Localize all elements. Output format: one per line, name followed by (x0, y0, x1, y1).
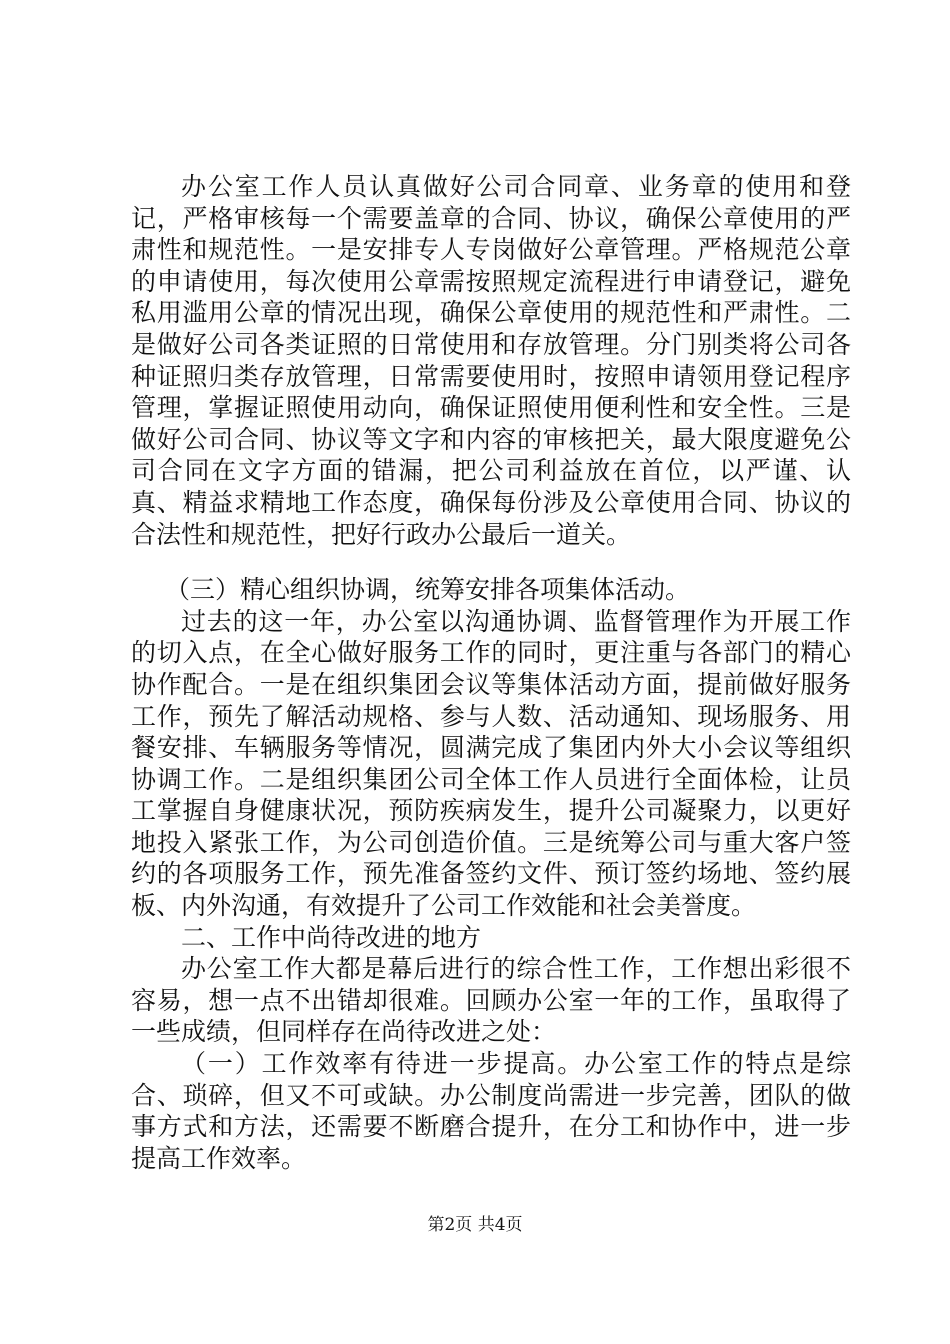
document-body (131, 171, 851, 1174)
paragraph-improvements-intro: 办公室工作大都是幕后进行的综合性工作，工作想出彩很不容易，想一点不出错却很难。回顾办公室一年的工作，虽取得了一些成绩，但同样存在尚待改进之处： (131, 954, 851, 1047)
paragraph-efficiency: （一）工作效率有待进一步提高。办公室工作的特点是综合、琐碎，但又不可或缺。办公制度尚需进一步完善，团队的做事方式和方法，还需要不断磨合提升，在分工和协作中，进一步提高工作效率。 (131, 1049, 851, 1173)
paragraph-seal-management: 办公室工作人员认真做好公司合同章、业务章的使用和登记，严格审核每一个需要盖章的合同、协议，确保公章使用的严肃性和规范性。一是安排专人专岗做好公章管理。严格规范公章的申请使用，每次使用公章需按照规定流程进行申请登记，避免私用滥用公章的情况出现，确保公章使用的规范性和严肃性。二是做好公司各类证照的日常使用和存放管理。分门别类将公司各种证照归类存放管理，日常需要使用时，按照申请领用登记程序管理，掌握证照使用动向，确保证照使用便利性和安全性。三是做好公司合同、协议等文字和内容的审核把关，最大限度避免公司合同在文字方面的错漏，把公司利益放在首位，以严谨、认真、精益求精地工作态度，确保每份涉及公章使用合同、协议的合法性和规范性，把好行政办公最后一道关。 (131, 172, 851, 549)
section-heading-improvements: 二、工作中尚待改进的地方 (181, 922, 482, 952)
page-number-footer: 第2页 共4页 (427, 1215, 523, 1235)
section-heading-coordination: （三）精心组织协调，统筹安排各项集体活动。 (165, 575, 691, 605)
paragraph-coordination: 过去的这一年，办公室以沟通协调、监督管理作为开展工作的切入点，在全心做好服务工作的同时，更注重与各部门的精心协作配合。一是在组织集团会议等集体活动方面，提前做好服务工作，预先了解活动规格、参与人数、活动通知、现场服务、用餐安排、车辆服务等情况，圆满完成了集团内外大小会议等组织协调工作。二是组织集团公司全体工作人员进行全面体检，让员工掌握自身健康状况，预防疾病发生，提升公司凝聚力，以更好地投入紧张工作，为公司创造价值。三是统筹公司与重大客户签约的各项服务工作，预先准备签约文件、预订签约场地、签约展板、内外沟通，有效提升了公司工作效能和社会美誉度。 (131, 606, 851, 921)
